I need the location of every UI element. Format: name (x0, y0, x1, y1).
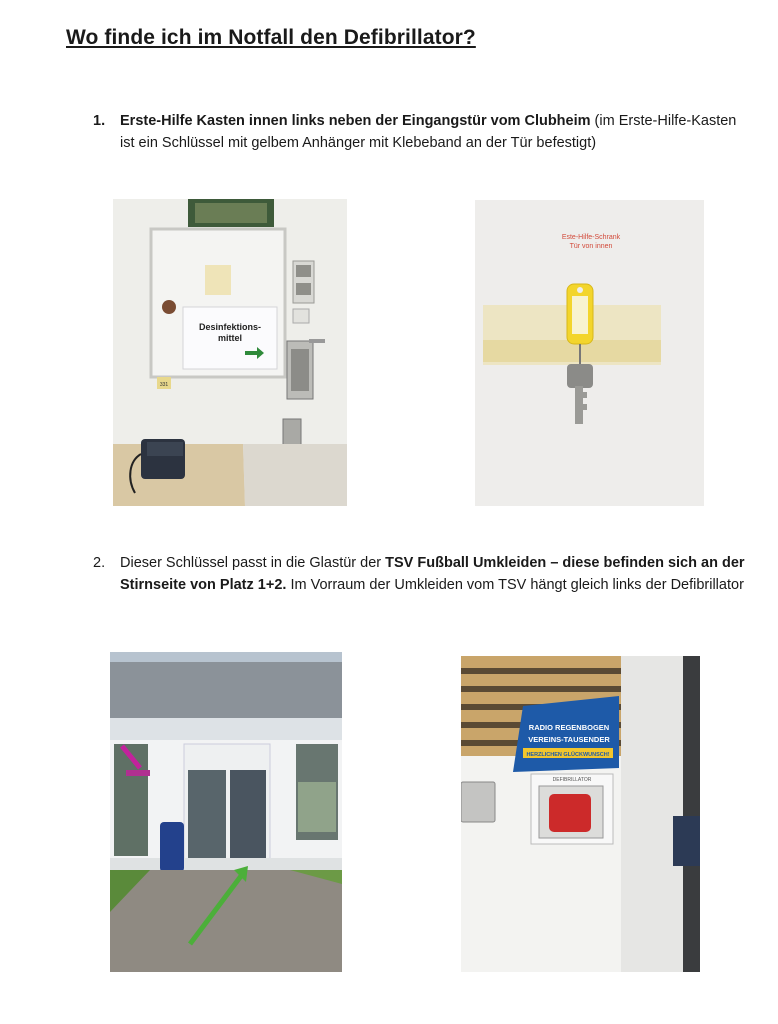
step-number: 2. (93, 555, 106, 571)
photo-first-aid-cabinet (113, 199, 347, 506)
sign-line-3: HERZLICHEN GLÜCKWUNSCH! (526, 752, 610, 758)
sign-line-2: mittel (217, 333, 243, 343)
step-rest-text: (im Erste-Hilfe-Kasten ist ein Schlüssel mit gelbem Anhänger mit Klebeband an der Tür befestigt) (120, 113, 737, 151)
photo-defibrillator (461, 656, 700, 972)
room-number: 331 (159, 382, 169, 388)
step-2 (93, 552, 753, 596)
step-1 (93, 110, 753, 154)
cabinet-label: DEFIBRILLATOR (552, 777, 592, 783)
sign-line-1: Desinfektions- (198, 322, 262, 332)
page-title: Wo finde ich im Notfall den Defibrillator? (66, 26, 476, 49)
label-line-1: Este-Hilfe-Schrank (561, 234, 621, 241)
step-bold-text: TSV Fußball Umkleiden – diese befinden sich an der Stirnseite von Platz 1+2. (120, 555, 745, 593)
photo-building-entrance (110, 652, 342, 972)
step-text-part1: Dieser Schlüssel passt in die Glastür der (120, 555, 386, 571)
sign-line-2: VEREINS-TAUSENDER (528, 735, 610, 744)
sign-line-1: RADIO REGENBOGEN (528, 723, 610, 732)
label-line-2: Tür von innen (569, 243, 613, 250)
step-bold-text: Erste-Hilfe Kasten innen links neben der Eingangstür vom Clubheim (120, 113, 591, 129)
step-text (120, 110, 753, 154)
photo-key (475, 200, 704, 506)
step-number: 1. (93, 113, 106, 129)
step-text (120, 552, 753, 596)
step-rest-text: Im Vorraum der Umkleiden vom TSV hängt gleich links der Defibrillator (286, 577, 744, 593)
